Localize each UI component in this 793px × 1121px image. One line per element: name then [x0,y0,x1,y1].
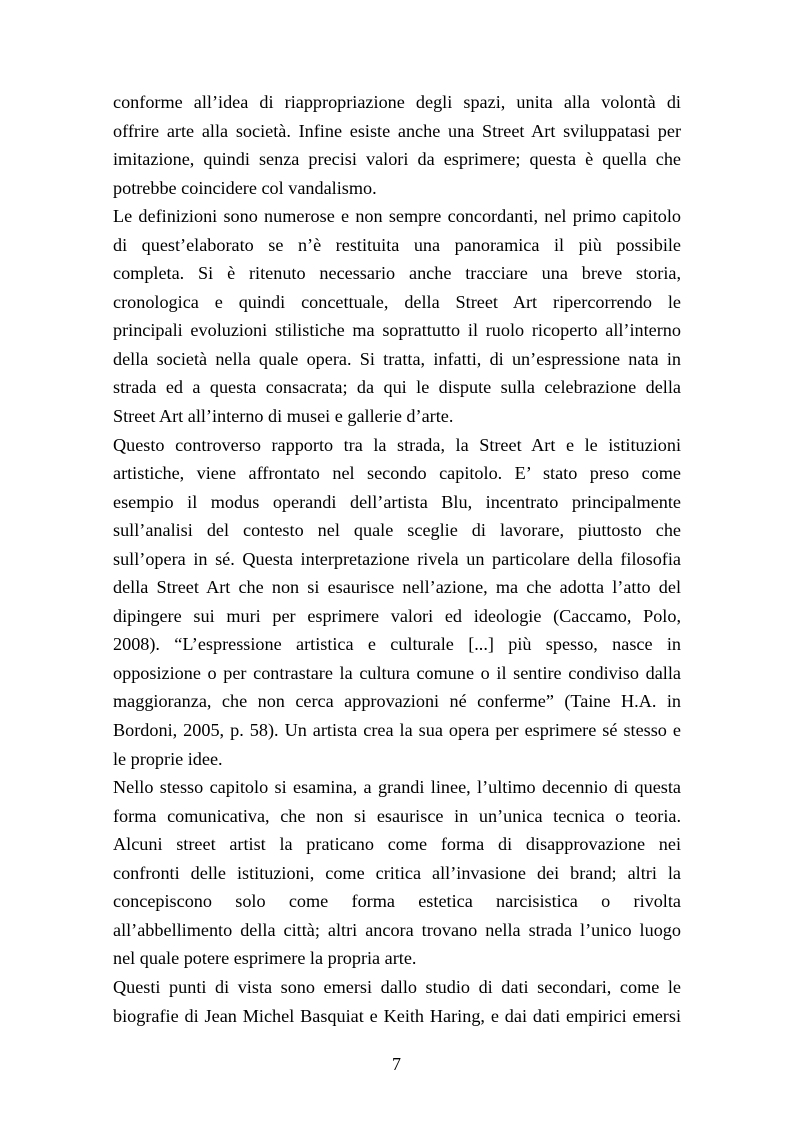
text-line: nel quale potere esprimere la propria arte. [113,948,417,969]
text-line: dipingere sui muri per esprimere valori ed ideologie (Caccamo, Polo, [113,605,681,626]
body-text [113,88,681,1030]
text-line: Questo controverso rapporto tra la strada, la Street Art e le istituzioni [113,434,681,455]
text-line: strada ed a questa consacrata; da qui le dispute sulla celebrazione della [113,377,681,398]
paragraph-3 [113,431,681,774]
text-line: Bordoni, 2005, p. 58). Un artista crea la sua opera per esprimere sé stesso e [113,720,681,741]
paragraph-1 [113,88,681,202]
text-line: opposizione o per contrastare la cultura comune o il sentire condiviso dalla [113,662,681,683]
text-line: le proprie idee. [113,748,223,769]
paragraph-4 [113,773,681,973]
text-line: Le definizioni sono numerose e non sempre concordanti, nel primo capitolo [113,206,681,227]
text-line: 2008). “L’espressione artistica e culturale [...] più spesso, nasce in [113,634,681,655]
text-line: forma comunicativa, che non si esaurisce in un’unica tecnica o teoria. [113,805,681,826]
paragraph-2 [113,202,681,430]
text-line: della società nella quale opera. Si tratta, infatti, di un’espressione nata in [113,348,681,369]
text-line: sull’opera in sé. Questa interpretazione rivela un particolare della filosofia [113,548,681,569]
text-line: Alcuni street artist la praticano come forma di disapprovazione nei [113,834,681,855]
text-line: sull’analisi del contesto nel quale sceglie di lavorare, piuttosto che [113,520,681,541]
text-line: maggioranza, che non cerca approvazioni né conferme” (Taine H.A. in [113,691,681,712]
text-line: esempio il modus operandi dell’artista Blu, incentrato principalmente [113,491,681,512]
text-line: potrebbe coincidere col vandalismo. [113,177,377,198]
page-number: 7 [392,1054,401,1074]
text-line: Questi punti di vista sono emersi dallo studio di dati secondari, come le [113,976,681,997]
text-line: completa. Si è ritenuto necessario anche tracciare una breve storia, [113,263,681,284]
text-line: cronologica e quindi concettuale, della Street Art ripercorrendo le [113,291,681,312]
text-line: principali evoluzioni stilistiche ma soprattutto il ruolo ricoperto all’interno [113,320,681,341]
text-line: confronti delle istituzioni, come critica all’invasione dei brand; altri la [113,862,681,883]
text-line: concepiscono solo come forma estetica narcisistica o rivolta [113,891,681,912]
text-line: della Street Art che non si esaurisce nell’azione, ma che adotta l’atto del [113,577,681,598]
text-line: artistiche, viene affrontato nel secondo capitolo. E’ stato preso come [113,463,681,484]
paragraph-5 [113,973,681,1030]
text-line: Nello stesso capitolo si esamina, a grandi linee, l’ultimo decennio di questa [113,777,681,798]
text-line: conforme all’idea di riappropriazione degli spazi, unita alla volontà di [113,92,681,112]
text-line: biografie di Jean Michel Basquiat e Keith Haring, e dai dati empirici emersi [113,1005,681,1026]
text-line: Street Art all’interno di musei e gallerie d’arte. [113,406,454,427]
text-line: imitazione, quindi senza precisi valori da esprimere; questa è quella che [113,149,681,170]
text-line: di quest’elaborato se n’è restituita una panoramica il più possibile [113,234,681,255]
text-line: offrire arte alla società. Infine esiste anche una Street Art sviluppatasi per [113,120,681,141]
text-line: all’abbellimento della città; altri ancora trovano nella strada l’unico luogo [113,919,681,940]
